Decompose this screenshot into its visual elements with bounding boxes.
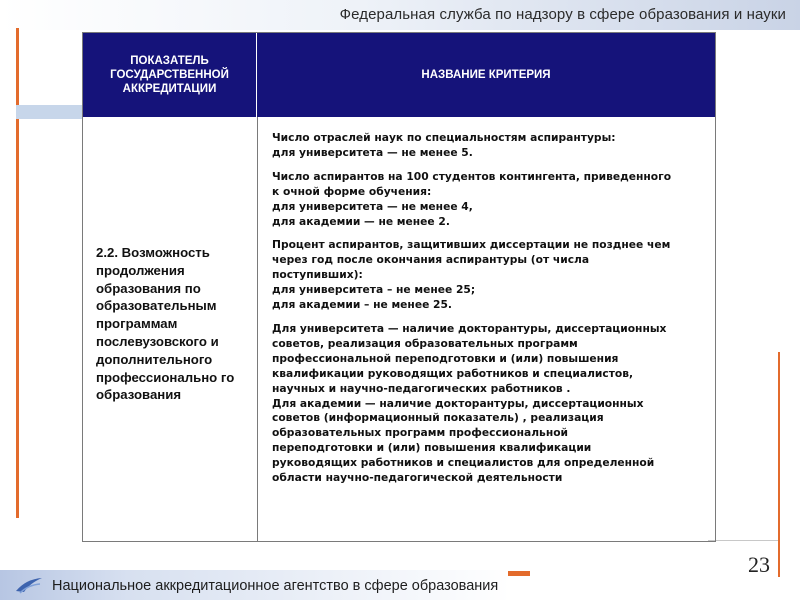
agency-logo-icon [14,575,44,595]
indicator-cell: 2.2. Возможность продолжения образования по образовательным программам послевузовского и дополнительного профессионально го образования [96,245,235,403]
top-banner [0,0,800,30]
criteria-cell [272,131,708,486]
criterion-line: Для академии — наличие докторантуры, диссертационных [272,396,644,410]
criterion-line: советов, реализация образовательных программ [272,336,578,350]
footer-accent [508,571,530,576]
criterion-block [272,397,708,486]
criterion-line: для академии – не менее 25. [272,298,452,312]
criterion-line: к очной форме обучения: [272,184,432,198]
page-number: 23 [748,552,770,577]
criterion-line: области научно-педагогической деятельности [272,471,563,485]
criterion-line: руководящих работников и специалистов для определенной [272,456,655,470]
criterion-line: для университета – не менее 25; [272,283,476,297]
column-divider [257,117,258,541]
criterion-line: образовательных программ профессиональной [272,426,569,440]
header-criterion: НАЗВАНИЕ КРИТЕРИЯ [421,69,551,81]
criterion-line: для университета — не менее 5. [272,145,473,159]
accreditation-table [82,32,716,542]
criterion-line: Число отраслей наук по специальностям аспирантуры: [272,131,616,144]
header-indicator: ПОКАЗАТЕЛЬ ГОСУДАРСТВЕННОЙ АККРЕДИТАЦИИ [110,55,229,95]
criterion-line: профессиональной переподготовки и (или) повышения [272,351,619,365]
criterion-line: Для университета — наличие докторантуры, диссертационных [272,321,667,335]
criterion-line: Число аспирантов на 100 студентов контингента, приведенного [272,169,672,183]
criterion-line: для университета — не менее 4, [272,199,473,213]
right-divider [708,540,778,541]
criterion-line: научных и научно-педагогических работников . [272,381,571,395]
table-header [83,33,715,117]
left-accent-block [16,105,82,119]
criterion-line: переподготовки и (или) повышения квалификации [272,441,592,455]
criterion-block [272,131,708,161]
right-accent-line [778,352,780,577]
criterion-line: советов (информационный показатель) , реализация [272,411,604,425]
banner-title: Федеральная служба по надзору в сфере образования и науки [339,6,786,23]
criterion-line: через год после окончания аспирантуры (от числа [272,253,590,267]
criterion-line: для академии — не менее 2. [272,214,450,228]
criterion-line: Процент аспирантов, защитивших диссертации не позднее чем [272,238,671,252]
criterion-block [272,170,708,230]
criterion-line: поступивших): [272,268,363,282]
footer-agency: Национальное аккредитационное агентство в сфере образования [52,578,499,594]
left-accent-line [16,28,19,518]
criterion-line: квалификации руководящих работников и специалистов, [272,366,634,380]
criterion-block [272,322,708,397]
criterion-block [272,238,708,313]
